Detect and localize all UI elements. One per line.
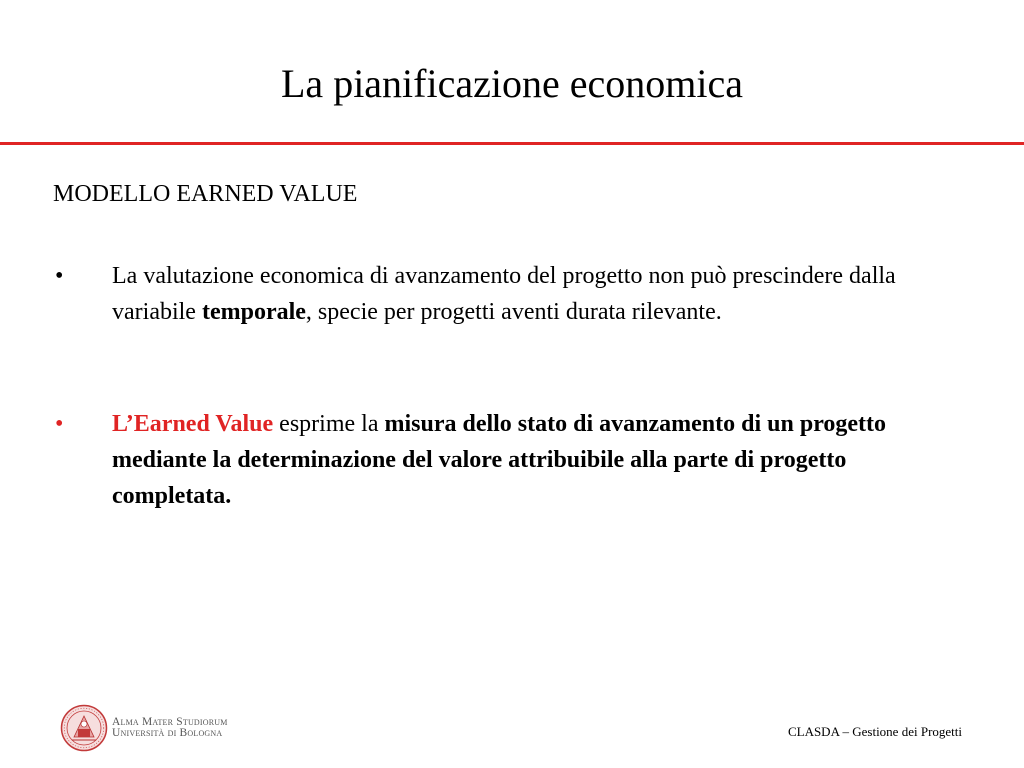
bullet-marker: • — [55, 263, 64, 289]
bullet-text — [112, 406, 965, 514]
bullet-item — [55, 258, 965, 330]
logo-line-1: Alma Mater Studiorum — [112, 716, 228, 728]
bullet-marker: • — [55, 411, 64, 437]
logo-line-2: Università di Bologna — [112, 727, 223, 739]
bullet-text-part: esprime la — [273, 411, 385, 437]
section-heading: MODELLO EARNED VALUE — [53, 181, 358, 207]
bullet-bold-word: temporale — [201, 299, 306, 325]
title-divider — [0, 142, 1024, 145]
bullet-text-part: La valutazione economica di avanzamento del progetto non può prescindere dalla variabile — [112, 263, 896, 325]
university-seal-icon — [60, 704, 108, 752]
logo-text — [112, 717, 228, 739]
university-logo — [60, 704, 228, 752]
bullet-text-part: , specie per progetti aventi durata rilevante. — [305, 299, 722, 325]
course-footer: CLASDA – Gestione dei Progetti — [787, 724, 962, 739]
slide-title: La pianificazione economica — [281, 61, 743, 106]
bullet-item — [55, 406, 965, 514]
bullet-highlight: L’Earned Value — [112, 411, 274, 437]
bullet-bold-text: misura dello stato di avanzamento di un progetto mediante la determinazione del valore attribuibile alla parte di progetto completata. — [112, 411, 887, 509]
bullet-text — [112, 258, 965, 330]
